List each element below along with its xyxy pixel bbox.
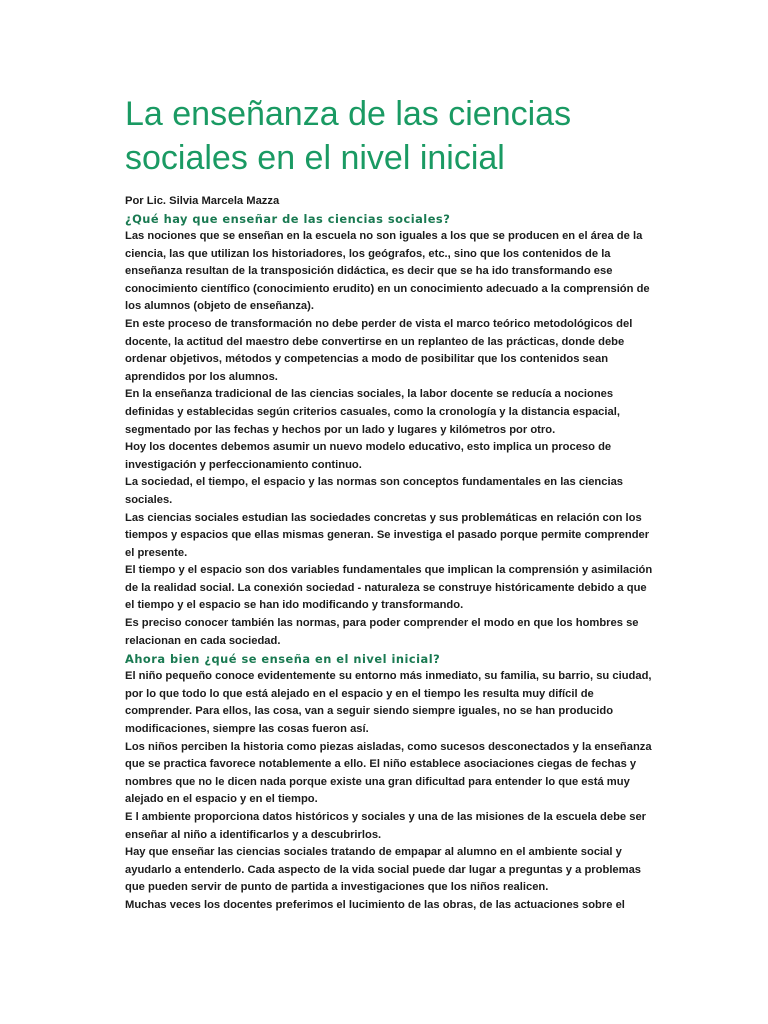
title-line: sociales en el nivel inicial (125, 139, 505, 177)
title-line: La enseñanza de las ciencias (125, 95, 572, 133)
paragraph-line: investigación y perfeccionamiento continuo. (125, 458, 362, 471)
paragraph-line: ayudarlo a entenderlo. Cada aspecto de la vida social puede dar lugar a preguntas y a problemas (125, 863, 642, 876)
paragraph-line: sociales. (125, 493, 173, 506)
paragraph-line: nombres que no le dicen nada porque existe una gran dificultad para entender lo que está muy (125, 775, 630, 788)
paragraph-line: comprender. Para ellos, las cosa, van a seguir siendo siempre iguales, no se han producido (125, 705, 614, 718)
paragraph (125, 510, 650, 563)
section-heading: ¿Qué hay que enseñar de las ciencias sociales? (125, 212, 451, 226)
paragraph (125, 386, 645, 439)
paragraph-line: el tiempo y el espacio se han ido modificando y transformando. (125, 599, 464, 612)
author-line: Por Lic. Silvia Marcela Mazza (125, 195, 280, 207)
paragraph-line: enseñanza resultan de la transposición didáctica, es decir que se ha ido transformando ese (125, 265, 613, 278)
paragraph (125, 562, 653, 615)
paragraph-line: Hay que enseñar las ciencias sociales tratando de empapar al alumno en el ambiente social y (125, 846, 622, 859)
paragraph-line: alejado en el espacio y en el tiempo. (125, 793, 318, 806)
paragraph-line: ciencia, las que utilizan los historiadores, los geógrafos, etc., sino que los contenidos de la (125, 247, 611, 260)
paragraph (125, 809, 645, 844)
paragraph-line: modificaciones, siempre las cosas fueron así. (125, 723, 369, 736)
paragraph (125, 474, 645, 509)
paragraph-line: conocimiento científico (conocimiento erudito) en un conocimiento adecuado a la comprensión de (125, 282, 650, 295)
paragraph-line: Las nociones que se enseñan en la escuela no son iguales a los que se producen en el área de la (125, 230, 643, 242)
paragraph-line: enseñar al niño a identificarlos y a descubrirlos. (125, 828, 382, 841)
paragraph-line: Los niños perciben la historia como piezas aisladas, como sucesos desconectados y la enseñanza (125, 740, 652, 753)
paragraph-line: relacionan en cada sociedad. (125, 634, 281, 647)
paragraph-line: ordenar objetivos, métodos y competencias a modo de posibilitar que los contenidos sean (125, 353, 609, 366)
paragraph-line: segmentado por las fechas y hechos por un lado y lugares y kilómetros por otro. (125, 423, 556, 436)
paragraph-line: definidas y establecidas según criterios casuales, como la cronología y la distancia espacial, (125, 405, 620, 418)
document-body (125, 192, 653, 915)
paragraph (125, 439, 645, 474)
paragraph (125, 897, 645, 915)
paragraph (125, 739, 652, 809)
paragraph-line: aprendidos por los alumnos. (125, 370, 278, 383)
paragraph-line: El niño pequeño conoce evidentemente su entorno más inmediato, su familia, su barrio, su ciudad, (125, 670, 652, 683)
section-content (125, 228, 653, 650)
paragraph (125, 844, 645, 897)
paragraph-line: los alumnos (objeto de enseñanza). (125, 300, 314, 313)
paragraph (125, 615, 645, 650)
paragraph-line: Hoy los docentes debemos asumir un nuevo modelo educativo, esto implica un proceso de (125, 441, 612, 454)
paragraph-line: La sociedad, el tiempo, el espacio y las normas son conceptos fundamentales en las ciencias (125, 476, 624, 489)
paragraph-line: docente, la actitud del maestro debe convertirse en un replanteo de las prácticas, donde debe (125, 335, 625, 348)
section-content (125, 668, 652, 914)
section-heading: Ahora bien ¿qué se enseña en el nivel inicial? (125, 652, 441, 667)
paragraph-line: tiempos y espacios que ellas mismas generan. Se investiga el pasado porque permite comprender (125, 529, 650, 542)
paragraph (125, 228, 650, 316)
paragraph-line: Es preciso conocer también las normas, para poder comprender el modo en que los hombres se (125, 617, 639, 630)
paragraph-line: por lo que todo lo que está alejado en el espacio y en el tiempo les resulta muy difícil de (125, 687, 594, 700)
paragraph-line: El tiempo y el espacio son dos variables fundamentales que implican la comprensión y asimilación (125, 564, 653, 577)
paragraph-line: de la realidad social. La conexión sociedad - naturaleza se construye históricamente debido a que (125, 581, 647, 594)
paragraph (125, 668, 652, 738)
paragraph-line: Las ciencias sociales estudian las sociedades concretas y sus problemáticas en relación con los (125, 511, 642, 524)
paragraph-line: Muchas veces los docentes preferimos el lucimiento de las obras, de las actuaciones sobre el (125, 898, 625, 911)
paragraph-line: En este proceso de transformación no debe perder de vista el marco teórico metodológicos del (125, 317, 633, 330)
paragraph-line: En la enseñanza tradicional de las ciencias sociales, la labor docente se reducía a nociones (125, 388, 614, 401)
paragraph-line: E l ambiente proporciona datos históricos y sociales y una de las misiones de la escuela debe ser (125, 811, 647, 823)
paragraph-line: que se practica favorece notablemente a ello. El niño establece asociaciones ciegas de fechas y (125, 758, 637, 771)
paragraph (125, 316, 645, 386)
document-title (125, 92, 685, 180)
paragraph-line: el presente. (125, 546, 188, 559)
paragraph-line: que pueden servir de punto de partida a investigaciones que los niños realicen. (125, 881, 549, 894)
